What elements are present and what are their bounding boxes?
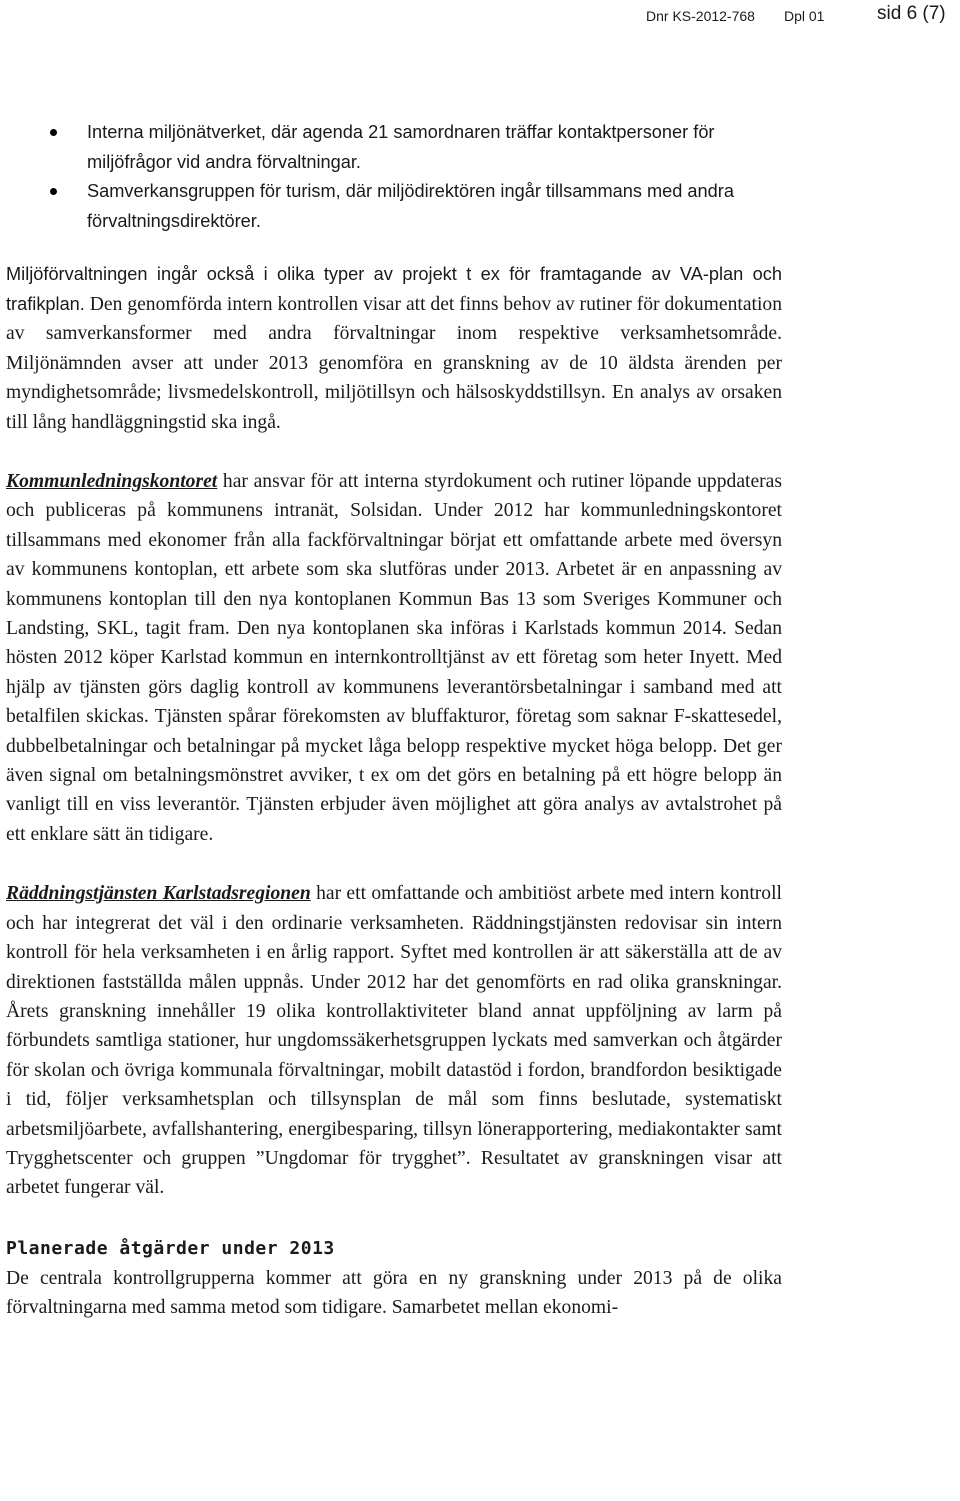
page-number: sid 6 (7) (877, 3, 946, 24)
paragraph-lead-kommunledningskontoret: Kommunledningskontoret (6, 471, 218, 492)
paragraph-environment-sans: Miljöförvaltningen ingår också i olika typer av projekt t ex för framtagande av VA-plan och trafikplan. (6, 264, 782, 314)
page-header (0, 0, 960, 30)
paragraph-raddningstjansten (6, 879, 782, 1202)
paragraph-text: har ansvar för att interna styrdokument och rutiner löpande uppdateras och publiceras på kommunens intranät, Solsidan. Under 2012 har kommunledningskontoret tillsammans med ekonomer från alla fackförvaltningar börjat ett omfattande arbete med översyn av kommunens kontoplan, ett arbete som ska slutföras under 2013. Arbetet är en anpassning av kommunens kontoplan till den nya kontoplanen Kommun Bas 13 som Sveriges Kommuner och Landsting, SKL, tagit fram. Den nya kontoplanen ska införas i Karlstads kommun 2014. Sedan hösten 2012 köper Karlstad kommun en internkontrolltjänst av ett företag som heter Inyett. Med hjälp av tjänsten görs daglig kontroll av kommunens leverantörsbetalningar i samband med att betalfilen skickas. Tjänsten spårar förekomsten av bluffakturor, företag som saknar F-skattesedel, dubbelbetalningar och betalningar på mycket låga belopp respektive mycket höga belopp. Det ger även signal om betalningsmönstret avviker, t ex om det görs en betalning på ett högre belopp än vanligt till en viss leverantör. Tjänsten erbjuder även möjlighet att göra analys av avtalstrohet på ett enklare sätt än tidigare. (6, 471, 782, 845)
bullet-icon (50, 129, 57, 136)
paragraph-environment-serif: Den genomförda intern kontrollen visar att det finns behov av rutiner för dokumentation av samverkansformer med andra förvaltningar inom respektive verksamhetsområde. Miljönämnden avser att under 2013 genomföra en granskning av de 10 äldsta ärenden per myndighetsområde; livsmedelskontroll, miljötillsyn och hälsoskyddstillsyn. En analys av orsaken till lång handläggningstid ska ingå. (6, 293, 782, 433)
list-item (6, 177, 782, 236)
paragraph-planned: De centrala kontrollgrupperna kommer att göra en ny granskning under 2013 på de olika förvaltningarna med samma metod som tidigare. Samarbetet mellan ekonomi- (6, 1267, 782, 1319)
paragraph-text: har ett omfattande och ambitiöst arbete med intern kontroll och har integrerat det väl i den ordinarie verksamheten. Räddningstjänsten redovisar sin intern kontroll för hela verksamheten i en årlig rapport. Syftet med kontrollen är att säkerställa att de av direktionen fastställda målen uppnås. Under 2012 har det genomförts en rad olika granskningar. Årets granskning innehåller 19 olika kontrollaktiviteter bland annat uppföljning av larm på förbundets samtliga stationer, hur ungdomssäkerhetsgruppen lyckats med samverkan och åtgärder för skolan och övriga kommunala förvaltningar, mobilt datastöd i fordon, brandfordon besiktigade i tid, följer verksamhetsplan och tillsynsplan de mål som finns beslutade, systematiskt arbetsmiljöarbete, avfallshantering, energibesparing, tillsyn lönerapportering, mediakontakter samt Trygghetscenter och gruppen ”Ungdomar för trygghet”. Resultatet av granskningen visar att arbetet fungerar väl. (6, 883, 782, 1199)
paragraph-environment (6, 260, 782, 437)
bullet-list (6, 118, 782, 236)
document-reference: Dnr KS-2012-768 (646, 8, 755, 24)
appendix-label: Dpl 01 (784, 8, 825, 24)
paragraph-kommunledningskontoret (6, 467, 782, 849)
document-body (6, 118, 782, 1323)
list-item-text: Interna miljönätverket, där agenda 21 samordnaren träffar kontaktpersoner för miljöfrågor vid andra förvaltningar. (87, 122, 715, 172)
bullet-icon (50, 188, 57, 195)
list-item (6, 118, 782, 177)
section-heading: Planerade åtgärder under 2013 (6, 1237, 335, 1259)
list-item-text: Samverkansgruppen för turism, där miljödirektören ingår tillsammans med andra förvaltningsdirektörer. (87, 181, 734, 231)
paragraph-lead-raddningstjansten: Räddningstjänsten Karlstadsregionen (6, 883, 311, 905)
